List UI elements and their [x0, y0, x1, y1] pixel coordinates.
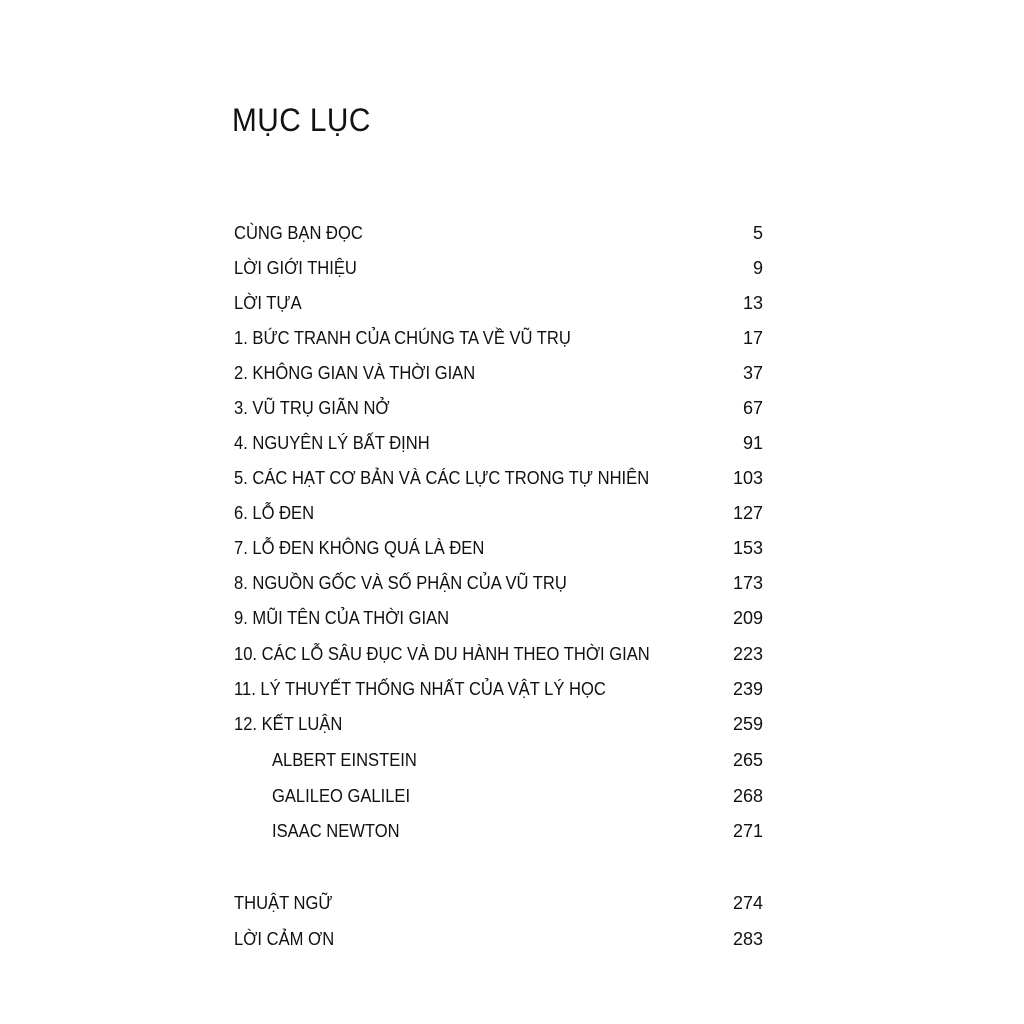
toc-entry-page-number: 173 — [732, 573, 763, 593]
toc-entry-page-number: 271 — [732, 821, 763, 841]
toc-entry-label: 2. KHÔNG GIAN VÀ THỜI GIAN — [234, 363, 476, 383]
toc-entry-page-number: 268 — [732, 786, 763, 806]
toc-entry-page-number: 91 — [742, 433, 763, 453]
toc-entry — [0, 568, 1024, 598]
toc-entry — [0, 639, 1024, 669]
toc-entry — [0, 498, 1024, 528]
toc-entry-label: 4. NGUYÊN LÝ BẤT ĐỊNH — [234, 433, 430, 453]
toc-entry — [0, 674, 1024, 704]
toc-entry — [0, 924, 1024, 954]
toc-entry-page-number: 9 — [752, 258, 763, 278]
toc-entry-page-number: 37 — [742, 363, 763, 383]
toc-entry-label: 8. NGUỒN GỐC VÀ SỐ PHẬN CỦA VŨ TRỤ — [234, 573, 567, 593]
toc-entry-page-number: 127 — [732, 503, 763, 523]
toc-entry-label: CÙNG BẠN ĐỌC — [234, 223, 363, 243]
page-title: MỤC LỤC — [232, 102, 371, 138]
toc-entry-label: 5. CÁC HẠT CƠ BẢN VÀ CÁC LỰC TRONG TỰ NHIÊN — [234, 468, 650, 488]
toc-entry-label: LỜI CẢM ƠN — [234, 929, 335, 949]
toc-entry-label: 11. LÝ THUYẾT THỐNG NHẤT CỦA VẬT LÝ HỌC — [234, 679, 606, 699]
toc-entry-page-number: 67 — [742, 398, 763, 418]
toc-subentry — [0, 781, 1024, 811]
toc-entry — [0, 428, 1024, 458]
toc-entry — [0, 323, 1024, 353]
toc-entry-label: LỜI TỰA — [234, 293, 302, 313]
toc-entry-label: 10. CÁC LỖ SÂU ĐỤC VÀ DU HÀNH THEO THỜI GIAN — [234, 644, 650, 664]
toc-entry-page-number: 265 — [732, 750, 763, 770]
toc-entry-page-number: 274 — [732, 893, 763, 913]
toc-entry-label: 6. LỖ ĐEN — [234, 503, 315, 523]
toc-entry — [0, 393, 1024, 423]
toc-entry-label: GALILEO GALILEI — [272, 786, 411, 806]
toc-entry — [0, 218, 1024, 248]
toc-entry-label: 9. MŨI TÊN CỦA THỜI GIAN — [234, 608, 450, 628]
toc-entry-label: 1. BỨC TRANH CỦA CHÚNG TA VỀ VŨ TRỤ — [234, 328, 571, 348]
toc-entry — [0, 463, 1024, 493]
toc-entry-page-number: 17 — [742, 328, 763, 348]
toc-entry-page-number: 209 — [732, 608, 763, 628]
toc-entry-page-number: 5 — [752, 223, 763, 243]
toc-entry-page-number: 239 — [732, 679, 763, 699]
toc-entry-label: 7. LỖ ĐEN KHÔNG QUÁ LÀ ĐEN — [234, 538, 485, 558]
toc-entry-page-number: 153 — [732, 538, 763, 558]
toc-entry-label: 3. VŨ TRỤ GIÃN NỞ — [234, 398, 390, 418]
toc-entry — [0, 253, 1024, 283]
toc-subentry — [0, 816, 1024, 846]
toc-entry-label: LỜI GIỚI THIỆU — [234, 258, 357, 278]
toc-entry — [0, 288, 1024, 318]
toc-entry-page-number: 223 — [732, 644, 763, 664]
toc-entry-page-number: 259 — [732, 714, 763, 734]
toc-entry-label: 12. KẾT LUẬN — [234, 714, 343, 734]
toc-entry — [0, 709, 1024, 739]
toc-entry — [0, 533, 1024, 563]
toc-entry-label: THUẬT NGỮ — [234, 893, 333, 913]
toc-entry-page-number: 103 — [732, 468, 763, 488]
toc-entry — [0, 603, 1024, 633]
toc-entry-page-number: 13 — [742, 293, 763, 313]
toc-entry — [0, 358, 1024, 388]
toc-entry-label: ISAAC NEWTON — [272, 821, 400, 841]
toc-subentry — [0, 745, 1024, 775]
toc-entry — [0, 888, 1024, 918]
toc-entry-page-number: 283 — [732, 929, 763, 949]
toc-entry-label: ALBERT EINSTEIN — [272, 750, 417, 770]
